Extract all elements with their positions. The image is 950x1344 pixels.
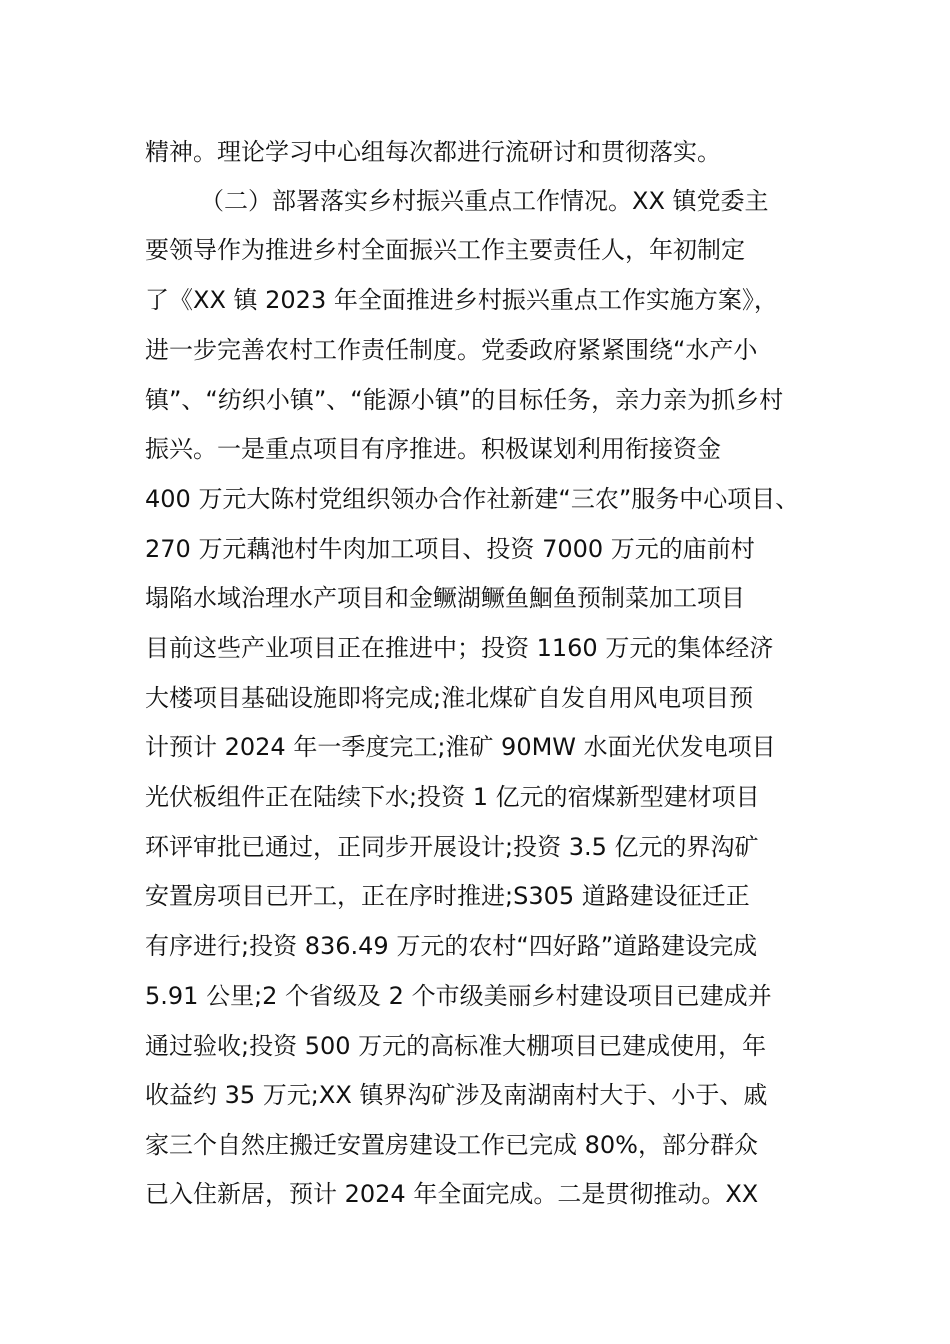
- text-line: 大楼项目基础设施即将完成;淮北煤矿自发自用风电项目预: [145, 684, 754, 712]
- text-line: 通过验收;投资 500 万元的高标准大棚项目已建成使用，年: [145, 1032, 767, 1060]
- text-line: 有序进行;投资 836.49 万元的农村“四好路”道路建设完成: [145, 932, 758, 960]
- text-line: 环评审批已通过，正同步开展设计;投资 3.5 亿元的界沟矿: [145, 833, 759, 861]
- text-line: 镇”、“纺织小镇”、“能源小镇”的目标任务，亲力亲为抓乡村: [145, 386, 784, 414]
- text-line: 已入住新居，预计 2024 年全面完成。二是贯彻推动。XX: [145, 1180, 759, 1208]
- text-line: 了《XX 镇 2023 年全面推进乡村振兴重点工作实施方案》，: [145, 286, 778, 314]
- text-line: 塌陷水域治理水产项目和金鳜湖鳜鱼鮰鱼预制菜加工项目: [145, 584, 745, 612]
- text-line: 400 万元大陈村党组织领办合作社新建“三农”服务中心项目、: [145, 485, 800, 513]
- text-line: 精神。理论学习中心组每次都进行流研讨和贯彻落实。: [145, 138, 721, 166]
- text-line: 收益约 35 万元;XX 镇界沟矿涉及南湖南村大于、小于、戚: [145, 1081, 768, 1109]
- text-line: 5.91 公里;2 个省级及 2 个市级美丽乡村建设项目已建成并: [145, 982, 772, 1010]
- text-line: 270 万元藕池村牛肉加工项目、投资 7000 万元的庙前村: [145, 535, 755, 563]
- text-line: 安置房项目已开工，正在序时推进;S305 道路建设征迁正: [145, 882, 750, 910]
- text-line: 振兴。一是重点项目有序推进。积极谋划利用衔接资金: [145, 435, 721, 463]
- text-line: 计预计 2024 年一季度完工;淮矿 90MW 水面光伏发电项目: [145, 733, 776, 761]
- text-line: 要领导作为推进乡村全面振兴工作主要责任人，年初制定: [145, 236, 745, 264]
- text-line: 光伏板组件正在陆续下水;投资 1 亿元的宿煤新型建材项目: [145, 783, 760, 811]
- text-line: 进一步完善农村工作责任制度。党委政府紧紧围绕“水产小: [145, 336, 758, 364]
- text-line: 家三个自然庄搬迁安置房建设工作已完成 80%，部分群众: [145, 1131, 758, 1159]
- section-heading-line: （二）部署落实乡村振兴重点工作情况。XX 镇党委主: [200, 187, 769, 215]
- text-line: 目前这些产业项目正在推进中；投资 1160 万元的集体经济: [145, 634, 774, 662]
